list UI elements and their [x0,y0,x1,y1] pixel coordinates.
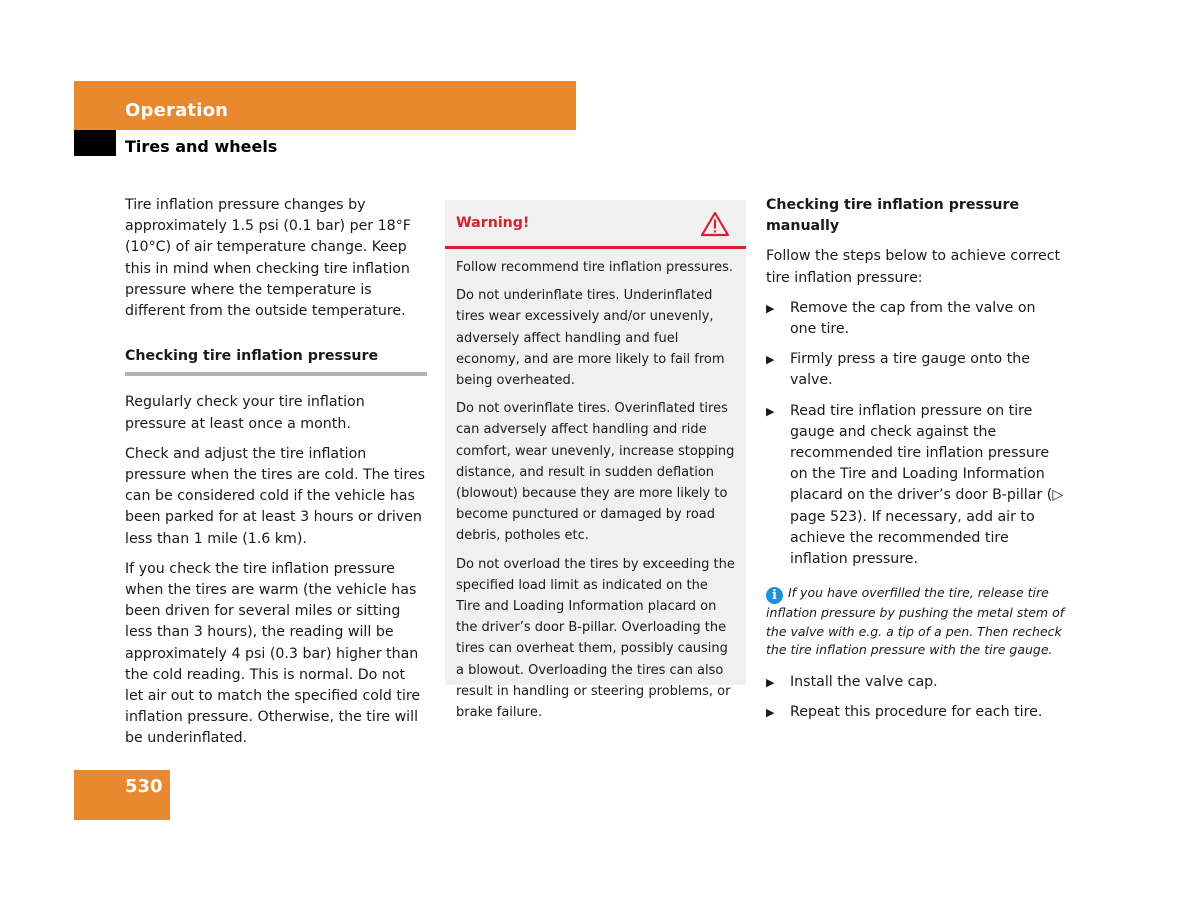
paragraph-cold-tires: Check and adjust the tire inflation pressure when the tires are cold. The tires can be considered cold if the vehicle has been parked for at least 3 hours or driven less than 1 mile (1.6 km). [125,445,426,547]
bullet-arrow-icon: ▶ [766,675,775,689]
intro-paragraph: Tire inflation pressure changes by approximately 1.5 psi (0.1 bar) per 18°F (10°C) of air temperature change. Keep this in mind when checking tire inflation pressure where the temperature is different from the outside temperature. [125,197,411,320]
list-item: ▶ Install the valve cap. [766,672,1066,693]
steps-list [766,298,1066,570]
page-number-box [74,770,170,820]
bullet-arrow-icon: ▶ [766,404,775,418]
warning-paragraph-underinflate: Do not underinflate tires. Underinflated tires wear excessively and/or unevenly, adversely affect handling and fuel economy, and are more likely to fail from being overheated. [456,288,725,389]
warning-paragraph-overinflate: Do not overinflate tires. Overinflated tires can adversely affect handling and ride comfort, wear unevenly, increase stopping distance, and result in sudden deflation (blowout) because they are more likely to become punctured or damaged by road debris, potholes etc. [456,401,735,544]
paragraph-monthly-check: Regularly check your tire inflation pressure at least once a month. [125,394,365,432]
list-item: ▶ Read tire inflation pressure on tire gauge and check against the recommended tire inflation pressure on the Tire and Loading Information placard on the driver’s door B-pillar (▷ page 523). If necessary, add air to achieve the recommended tire inflation pressure. [766,402,1064,568]
info-note-text: If you have overfilled the tire, release tire inflation pressure by pushing the metal stem of the valve with e.g. a tip of a pen. Then recheck the tire inflation pressure with the tire gauge. [766,585,1065,658]
info-note [766,584,1066,660]
warning-triangle-icon [700,211,730,237]
list-item: ▶ Firmly press a tire gauge onto the valve. [766,351,1030,389]
paragraph-warm-tires: If you check the tire inflation pressure when the tires are warm (the vehicle has been driven for several miles or sitting less than 3 hours), the reading will be approximately 4 psi (0.3 bar) higher than the cold reading. This is normal. Do not let air out to match the specified cold tire inflation pressure. Otherwise, the tire will be underinflated. [125,560,421,747]
list-item: ▶ Repeat this procedure for each tire. [766,702,1066,723]
page-number: 530 [125,776,163,797]
manual-check-heading: Checking tire inflation pressure manually [766,197,1020,235]
checking-pressure-heading: Checking tire inflation pressure [125,346,427,376]
info-icon: i [766,587,783,604]
warning-body [445,249,746,723]
bullet-arrow-icon: ▶ [766,353,775,367]
left-column [125,195,427,759]
warning-box [445,200,746,721]
warning-label: Warning! [456,215,530,231]
warning-header [445,200,746,249]
list-item: ▶ Remove the cap from the valve on one tire. [766,299,1036,338]
section-title: Operation [125,100,229,121]
bullet-arrow-icon: ▶ [766,301,775,315]
steps-list-continued [766,672,1066,723]
warning-paragraph-recommend: Follow recommend tire inflation pressures. [456,260,734,275]
warning-paragraph-overload: Do not overload the tires by exceeding the specified load limit as indicated on the Tire and Loading Information placard on the driver’s door B-pillar. Overloading the tires can overheat them, possibly causing a blowout. Overloading the tires can also result in handling or steering problems, or brake failure. [456,556,735,721]
manual-check-intro: Follow the steps below to achieve correct tire inflation pressure: [766,248,1061,286]
bullet-arrow-icon: ▶ [766,705,775,719]
right-column [766,195,1066,732]
subsection-marker [74,130,116,156]
subsection-title: Tires and wheels [125,137,278,156]
